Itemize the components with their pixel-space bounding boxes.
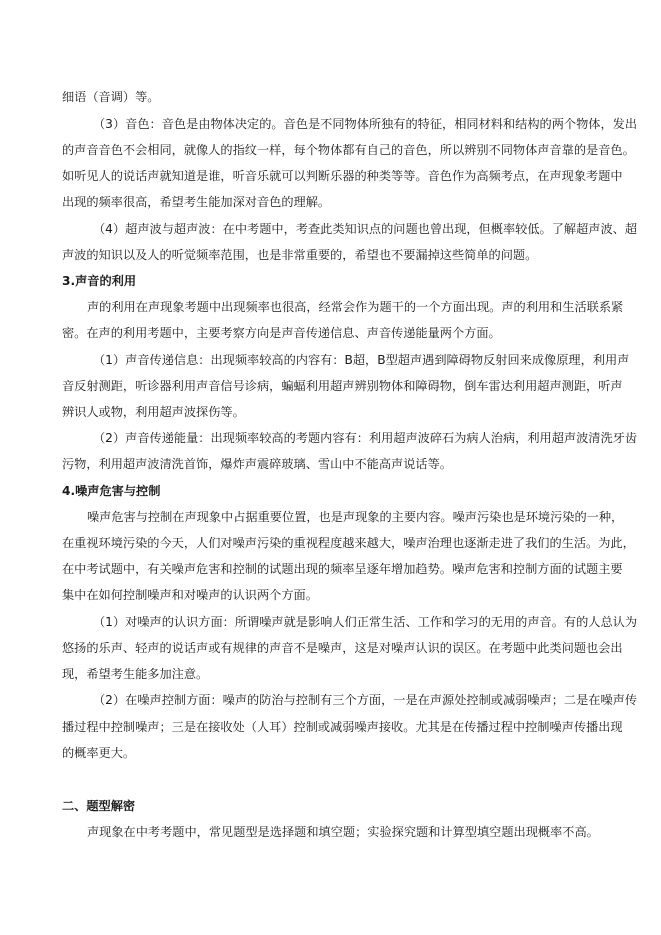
paragraph-line: （2）声音传递能量：出现频率较高的考题内容有：利用超声波碎石为病人治病，利用超声波清洗牙齿 <box>93 431 638 445</box>
paragraph-line: 现，希望考生能多加注意。 <box>62 667 209 681</box>
paragraph-line: 污物，利用超声波清洗首饰，爆炸声震碎玻璃、雪山中不能高声说话等。 <box>62 457 452 471</box>
paragraph-line: 音反射测距，听诊器利用声音信号诊病，蝙蝠利用超声辨别物体和障碍物，倒车雷达利用超声测距，听声 <box>62 379 623 393</box>
paragraph-line: 悠扬的乐声、轻声的说话声或有规律的声音不是噪声，这是对噪声认识的误区。在考题中此类问题也会出 <box>62 641 623 655</box>
paragraph-line: 声的利用在声现象考题中出现频率也很高，经常会作为题干的一个方面出现。声的利用和生活联系紧 <box>87 300 624 314</box>
paragraph-line: 密。在声的利用考题中，主要考察方向是声音传递信息、声音传递能量两个方面。 <box>62 326 501 340</box>
paragraph-line: 在中考试题中，有关噪声危害和控制的试题出现的频率呈逐年增加趋势。噪声危害和控制方面的试题主要 <box>62 562 623 576</box>
paragraph-line: 在重视环境污染的今天，人们对噪声污染的重视程度越来越大，噪声治理也逐渐走进了我们的生活。为此， <box>62 536 635 550</box>
section-heading: 4.噪声危害与控制 <box>62 484 161 498</box>
paragraph-line: 集中在如何控制噪声和对噪声的认识两个方面。 <box>62 588 318 602</box>
paragraph-line: （1）声音传递信息：出现频率较高的内容有：B超，B型超声遇到障碍物反射回来成像原理，利用声 <box>93 353 630 367</box>
paragraph-line: 的概率更大。 <box>62 746 136 760</box>
paragraph-line: （3）音色：音色是由物体决定的。音色是不同物体所独有的特征，相同材料和结构的两个物体，发出 <box>93 117 638 131</box>
paragraph-line: 噪声危害与控制在声现象中占据重要位置，也是声现象的主要内容。噪声污染也是环境污染的一种， <box>87 510 624 524</box>
paragraph-line: （2）在噪声控制方面：噪声的防治与控制有三个方面，一是在声源处控制或减弱噪声；二是在噪声传 <box>93 693 638 707</box>
paragraph-line: 细语（音调）等。 <box>62 90 160 104</box>
paragraph-line: （1）对噪声的认识方面：所谓噪声就是影响人们正常生活、工作和学习的无用的声音。有的人总认为 <box>93 615 638 629</box>
paragraph-line: 的声音音色不会相同，就像人的指纹一样，每个物体都有自己的音色，所以辨别不同物体声音靠的是音色。 <box>62 143 635 157</box>
paragraph-line: 声波的知识以及人的听觉频率范围，也是非常重要的，希望也不要漏掉这些简单的问题。 <box>62 248 538 262</box>
section-heading: 3.声音的利用 <box>62 274 137 288</box>
section-heading: 二、题型解密 <box>62 799 136 813</box>
paragraph-line: 辨识人或物，利用超声波探伤等。 <box>62 405 245 419</box>
paragraph-line: 出现的频率很高，希望考生能加深对音色的理解。 <box>62 195 331 209</box>
paragraph-line: （4）超声波与超声波：在中考题中，考查此类知识点的问题也曾出现，但概率较低。了解超声波、超 <box>93 222 638 236</box>
paragraph-line: 播过程中控制噪声；三是在接收处（人耳）控制或减弱噪声接收。尤其是在传播过程中控制噪声传播出现 <box>62 720 623 734</box>
paragraph-line: 声现象在中考考题中，常见题型是选择题和填空题；实验探究题和计算型填空题出现概率不高。 <box>87 825 599 839</box>
paragraph-line: 如听见人的说话声就知道是谁，听音乐就可以判断乐器的种类等等。音色作为高频考点，在声现象考题中 <box>62 169 623 183</box>
